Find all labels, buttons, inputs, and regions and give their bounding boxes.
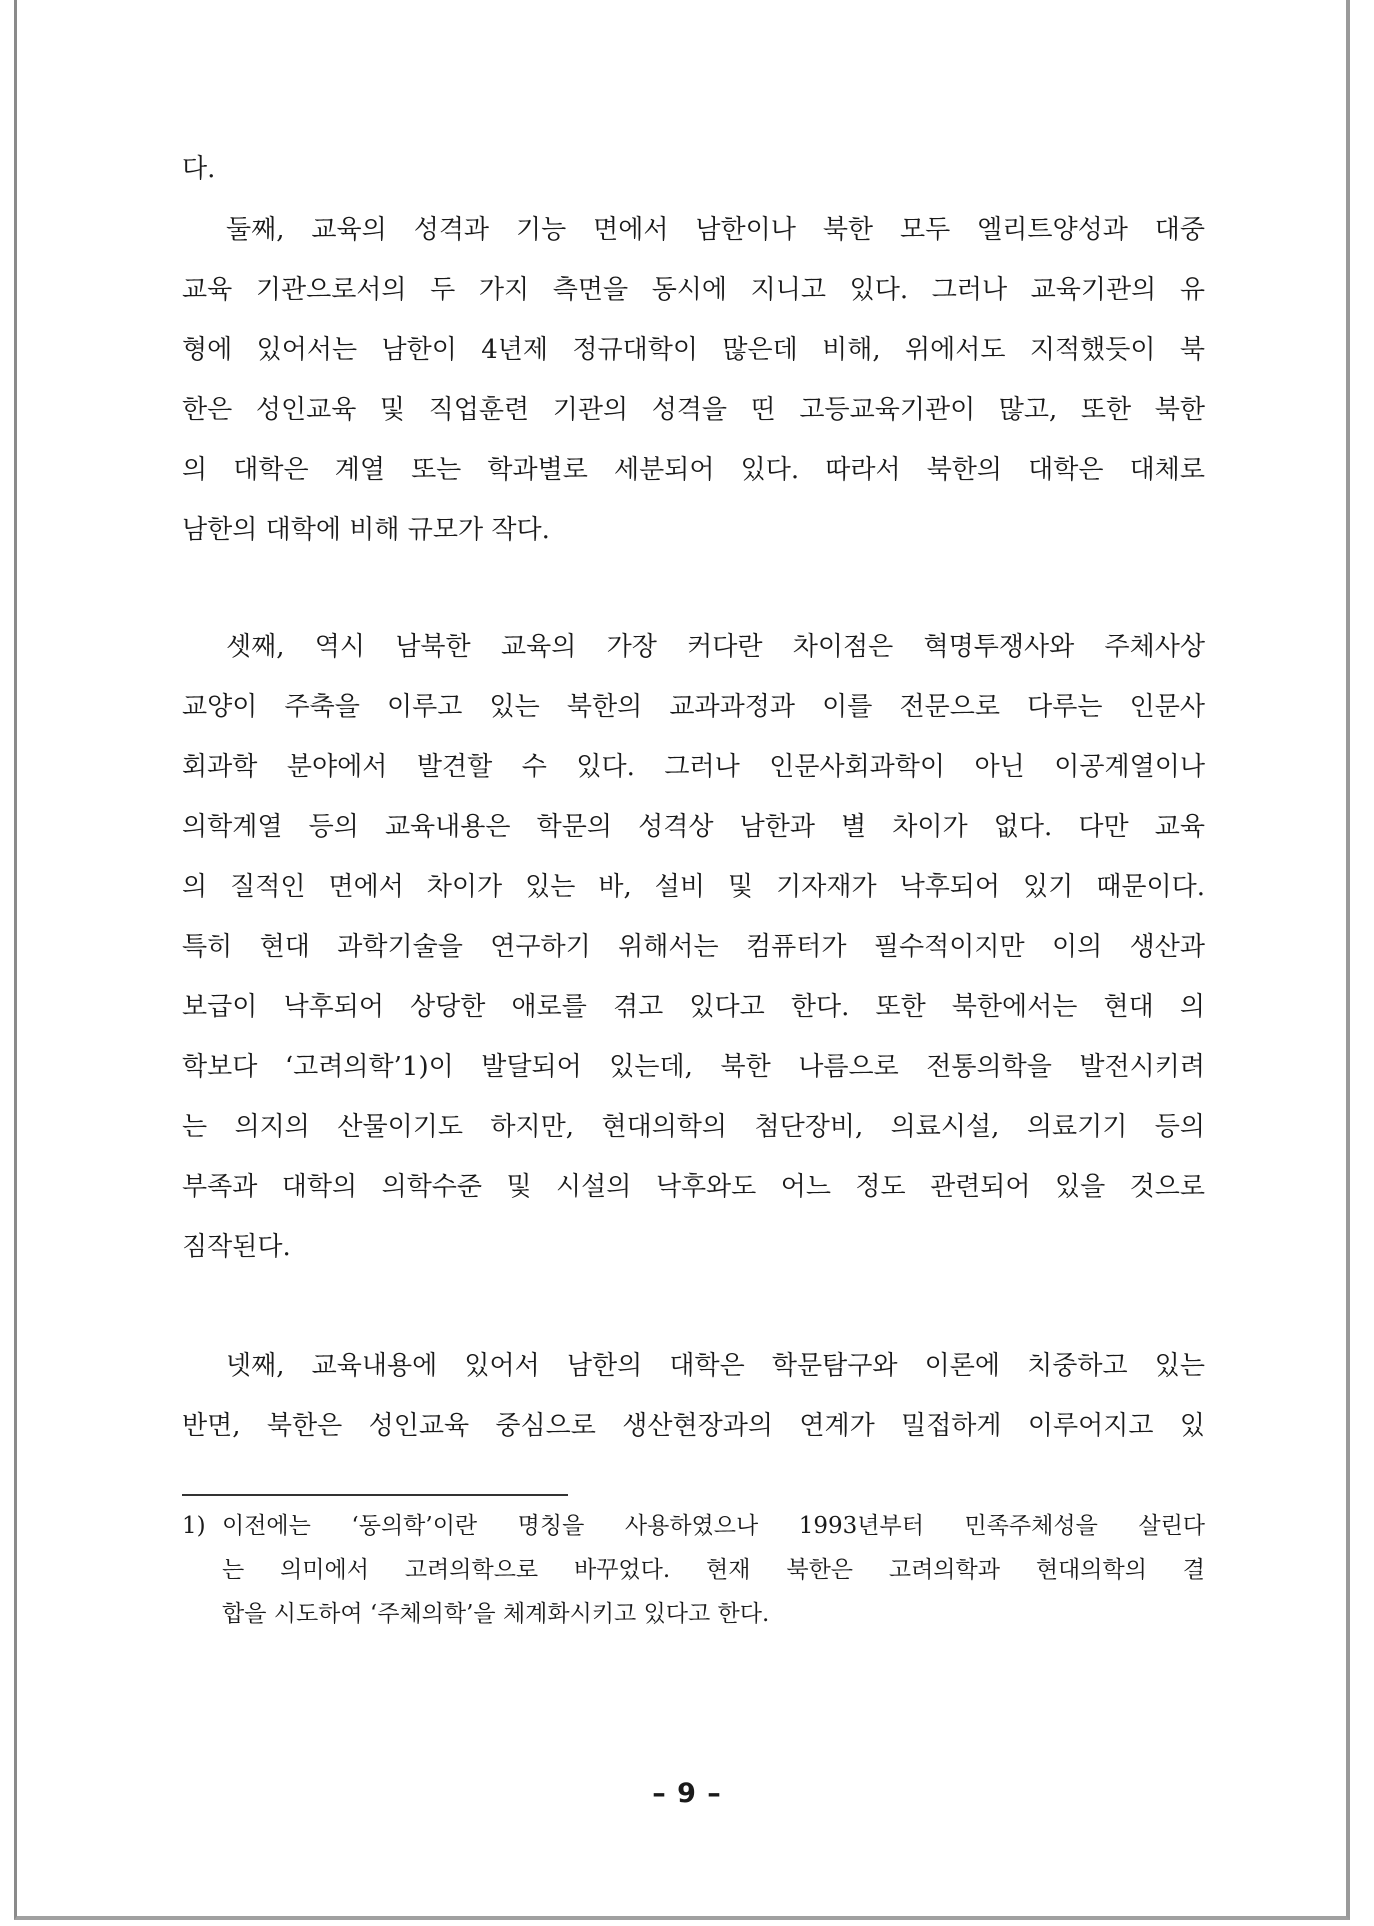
paragraph-line: 학보다 ‘고려의학’1)이 발달되어 있는데, 북한 나름으로 전통의학을 발전시키려: [182, 1052, 1205, 1082]
paragraph-line: 셋째, 역시 남북한 교육의 가장 커다란 차이점은 혁명투쟁사와 주체사상: [226, 632, 1205, 662]
paragraph-line: 의 대학은 계열 또는 학과별로 세분되어 있다. 따라서 북한의 대학은 대체로: [182, 455, 1205, 485]
paragraph-line: 부족과 대학의 의학수준 및 시설의 낙후와도 어느 정도 관련되어 있을 것으로: [182, 1172, 1205, 1202]
paragraph-line: 둘째, 교육의 성격과 기능 면에서 남한이나 북한 모두 엘리트양성과 대중: [226, 215, 1205, 245]
footnote-divider: [182, 1494, 568, 1496]
paragraph-line: 회과학 분야에서 발견할 수 있다. 그러나 인문사회과학이 아닌 이공계열이나: [182, 752, 1205, 782]
paragraph-line: 보급이 낙후되어 상당한 애로를 겪고 있다고 한다. 또한 북한에서는 현대 의: [182, 992, 1205, 1022]
footnote-marker: 1): [182, 1513, 206, 1539]
paragraph-line: 한은 성인교육 및 직업훈련 기관의 성격을 띤 고등교육기관이 많고, 또한 북한: [182, 395, 1205, 425]
paragraph-line: 는 의지의 산물이기도 하지만, 현대의학의 첨단장비, 의료시설, 의료기기 등의: [182, 1112, 1205, 1142]
paragraph-line: 교양이 주축을 이루고 있는 북한의 교과과정과 이를 전문으로 다루는 인문사: [182, 692, 1205, 722]
paragraph-line: 남한의 대학에 비해 규모가 작다.: [182, 515, 550, 545]
footnote-line: 이전에는 ‘동의학’이란 명칭을 사용하였으나 1993년부터 민족주체성을 살린다: [222, 1513, 1205, 1539]
paragraph-line: 반면, 북한은 성인교육 중심으로 생산현장과의 연계가 밀접하게 이루어지고 있: [182, 1411, 1205, 1441]
paragraph-line: 형에 있어서는 남한이 4년제 정규대학이 많은데 비해, 위에서도 지적했듯이 북: [182, 335, 1205, 365]
paragraph-line: 교육 기관으로서의 두 가지 측면을 동시에 지니고 있다. 그러나 교육기관의 유: [182, 275, 1205, 305]
page-number: – 9 –: [652, 1778, 722, 1809]
paragraph-line: 의 질적인 면에서 차이가 있는 바, 설비 및 기자재가 낙후되어 있기 때문이다.: [182, 872, 1205, 902]
footnote-line: 합을 시도하여 ‘주체의학’을 체계화시키고 있다고 한다.: [222, 1601, 770, 1627]
paragraph-line: 특히 현대 과학기술을 연구하기 위해서는 컴퓨터가 필수적이지만 이의 생산과: [182, 932, 1205, 962]
paragraph-line: 짐작된다.: [182, 1232, 291, 1262]
footnote-line: 는 의미에서 고려의학으로 바꾸었다. 현재 북한은 고려의학과 현대의학의 결: [222, 1557, 1205, 1583]
paragraph-line: 의학계열 등의 교육내용은 학문의 성격상 남한과 별 차이가 없다. 다만 교육: [182, 812, 1205, 842]
paragraph-line: 넷째, 교육내용에 있어서 남한의 대학은 학문탐구와 이론에 치중하고 있는: [226, 1351, 1205, 1381]
paragraph-line: 다.: [182, 154, 216, 184]
